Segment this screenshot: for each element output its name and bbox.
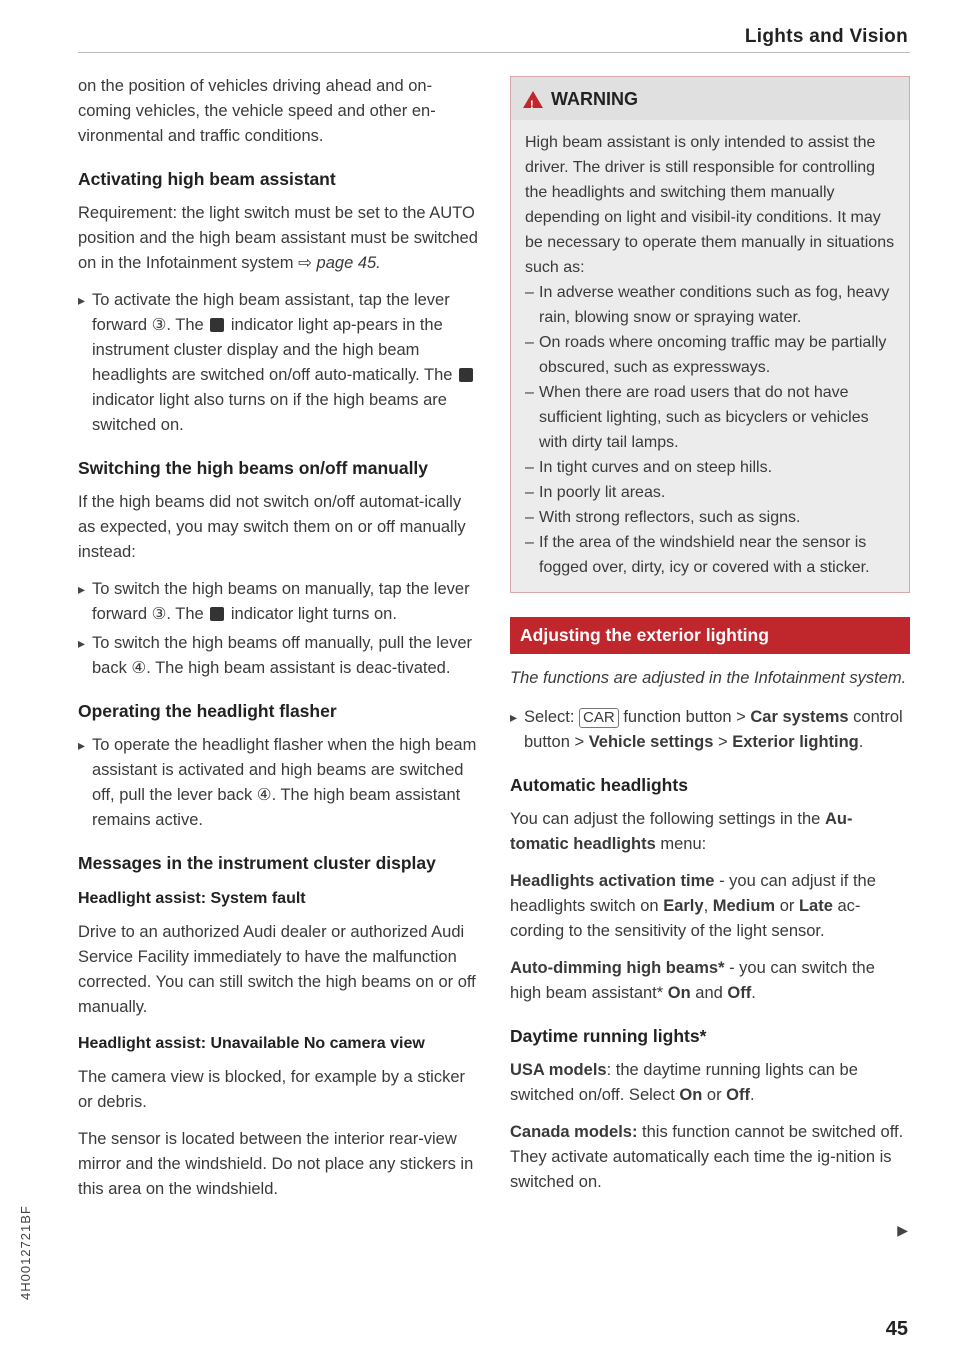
activation-text-2: ac-cording to the sensitivity of the light sensor.: [510, 897, 861, 940]
option-early: Early: [663, 897, 704, 915]
usa-option-off: Off: [726, 1086, 750, 1104]
auto-dimming-paragraph: [510, 956, 910, 1006]
warning-item: – On roads where oncoming traffic may be partially obscured, such as expressways.: [525, 330, 895, 380]
step-activate: [78, 288, 478, 438]
page-reference-link[interactable]: ⇨ page 45.: [298, 254, 381, 272]
step-activate-text-3: indicator light also turns on if the high beams are switched on.: [92, 391, 447, 434]
step-switch-off: ▸ To switch the high beams off manually, pull the lever back ④. The high beam assistant is deac-tivated.: [78, 631, 478, 681]
switching-paragraph: If the high beams did not switch on/off automat-ically as expected, you may switch them on or off manually instead:: [78, 493, 466, 561]
usa-or: or: [706, 1086, 722, 1104]
option-off: Off: [727, 984, 752, 1002]
heading-system-fault: Headlight assist: System fault: [78, 890, 306, 907]
heading-no-camera-view: Headlight assist: Unavailable No camera view: [78, 1035, 425, 1052]
warning-item: – When there are road users that do not have sufficient lighting, such as bicyclers or vehicles with dirty tail lamps.: [525, 380, 895, 455]
document-code: 4H0012721BF: [18, 1205, 33, 1300]
warning-text: High beam assistant is only intended to assist the driver. The driver is still responsible for controlling the headlights and switching them manually depending on light and visibil-ity conditions. It may be necessary to operate them manually in situations such as:: [525, 134, 895, 276]
select-prefix: Select:: [524, 708, 575, 726]
auto-dimming-text: - you can switch the high beam assistant*: [510, 959, 875, 1002]
requirement-text: Requirement: the light switch must be set to the AUTO position and the high beam assistant must be switched on in the Infotainment system: [78, 204, 478, 272]
intro-paragraph: on the position of vehicles driving ahead and on-coming vehicles, the vehicle speed and other en-vironmental and traffic conditions.: [78, 77, 436, 145]
usa-text: : the daytime running lights can be switched on/off. Select: [510, 1061, 858, 1104]
warning-item: – With strong reflectors, such as signs.: [525, 505, 895, 530]
left-column: [78, 74, 478, 1214]
heading-messages: Messages in the instrument cluster display: [78, 853, 436, 873]
auto-paragraph: [510, 807, 910, 857]
canada-models-label: Canada models:: [510, 1123, 638, 1141]
auto-text-2: menu:: [660, 835, 707, 853]
warning-item: – In tight curves and on steep hills.: [525, 455, 895, 480]
heading-switching: Switching the high beams on/off manually: [78, 458, 429, 478]
fault-paragraph: Drive to an authorized Audi dealer or authorized Audi Service Facility immediately to have the malfunction corrected. You can still switch the high beams on or off manually.: [78, 923, 476, 1016]
warning-item: – In poorly lit areas.: [525, 480, 895, 505]
usa-end: .: [750, 1086, 755, 1104]
step-activate-text-2: indicator light ap-pears in the instrument cluster display and the high beam headlights are switched on/off auto-matically. The: [92, 316, 453, 384]
warning-triangle-icon: [523, 91, 543, 108]
select-separator: >: [718, 733, 728, 751]
option-on: On: [667, 984, 691, 1002]
section-title-bar: Adjusting the exterior lighting: [510, 617, 910, 654]
activation-time-label: Headlights activation time: [510, 872, 715, 890]
activation-text-1: - you can adjust if the headlights switch on: [510, 872, 876, 915]
high-beam-assist-indicator-icon: [210, 318, 224, 332]
option-medium: Medium: [712, 897, 776, 915]
auto-dimming-end: .: [751, 984, 756, 1002]
page-number: 45: [885, 1318, 908, 1340]
canada-text: this function cannot be switched off. They activate automatically each time the ig-nition is switched on.: [510, 1123, 904, 1191]
auto-dimming-label: Auto-dimming high beams*: [510, 959, 725, 977]
section-intro: The functions are adjusted in the Infotainment system.: [510, 669, 907, 687]
auto-menu-name: Au-tomatic headlights: [510, 810, 853, 853]
canada-paragraph: [510, 1120, 910, 1195]
activation-comma: ,: [703, 897, 709, 915]
step-switch-on: [78, 577, 478, 627]
running-header: Lights and Vision: [744, 26, 908, 47]
requirement-paragraph: [78, 201, 478, 276]
menu-car-systems: Car systems: [750, 708, 849, 726]
step-select: [510, 705, 910, 755]
activation-or: or: [779, 897, 795, 915]
activation-time-paragraph: [510, 869, 910, 944]
select-mid2: control button >: [524, 708, 903, 751]
heading-daytime-running-lights: Daytime running lights*: [510, 1026, 707, 1046]
select-mid: function button >: [623, 708, 746, 726]
header-rule: [78, 52, 910, 53]
right-column: [510, 74, 910, 1207]
menu-exterior-lighting: Exterior lighting: [732, 733, 859, 751]
option-late: Late: [798, 897, 833, 915]
usa-paragraph: [510, 1058, 910, 1108]
step-flasher: ▸ To operate the headlight flasher when the high beam assistant is activated and high beams are switched off, pull the lever back ④. The high beam assistant remains active.: [78, 733, 478, 833]
warning-title: WARNING: [551, 89, 638, 109]
car-key-label: CAR: [579, 708, 619, 728]
step-activate-text-1: To activate the high beam assistant, tap the lever forward ③. The: [92, 291, 450, 334]
high-beam-indicator-icon: [210, 607, 224, 621]
high-beam-indicator-icon: [459, 368, 473, 382]
warning-item: – In adverse weather conditions such as fog, heavy rain, blowing snow or spraying water.: [525, 280, 895, 330]
heading-flasher: Operating the headlight flasher: [78, 701, 337, 721]
step-switch-on-text-2: indicator light turns on.: [230, 605, 397, 623]
usa-models-label: USA models: [510, 1061, 607, 1079]
auto-dimming-and: and: [695, 984, 723, 1002]
auto-text-1: You can adjust the following settings in the: [510, 810, 821, 828]
heading-activating: Activating high beam assistant: [78, 169, 336, 189]
warning-item: – If the area of the windshield near the sensor is fogged over, dirty, icy or covered with a sticker.: [525, 530, 895, 580]
select-end: .: [858, 733, 864, 751]
warning-body: [511, 120, 909, 592]
step-switch-on-text-1: To switch the high beams on manually, tap the lever forward ③. The: [92, 580, 470, 623]
sensor-paragraph: The sensor is located between the interior rear-view mirror and the windshield. Do not place any stickers in this area on the windshield.: [78, 1130, 474, 1198]
warning-header: [511, 77, 909, 120]
continue-arrow-icon: ▶: [897, 1222, 908, 1238]
usa-option-on: On: [679, 1086, 703, 1104]
blocked-paragraph: The camera view is blocked, for example by a sticker or debris.: [78, 1068, 465, 1111]
menu-vehicle-settings: Vehicle settings: [588, 733, 714, 751]
warning-box: [510, 76, 910, 593]
heading-automatic-headlights: Automatic headlights: [510, 775, 688, 795]
